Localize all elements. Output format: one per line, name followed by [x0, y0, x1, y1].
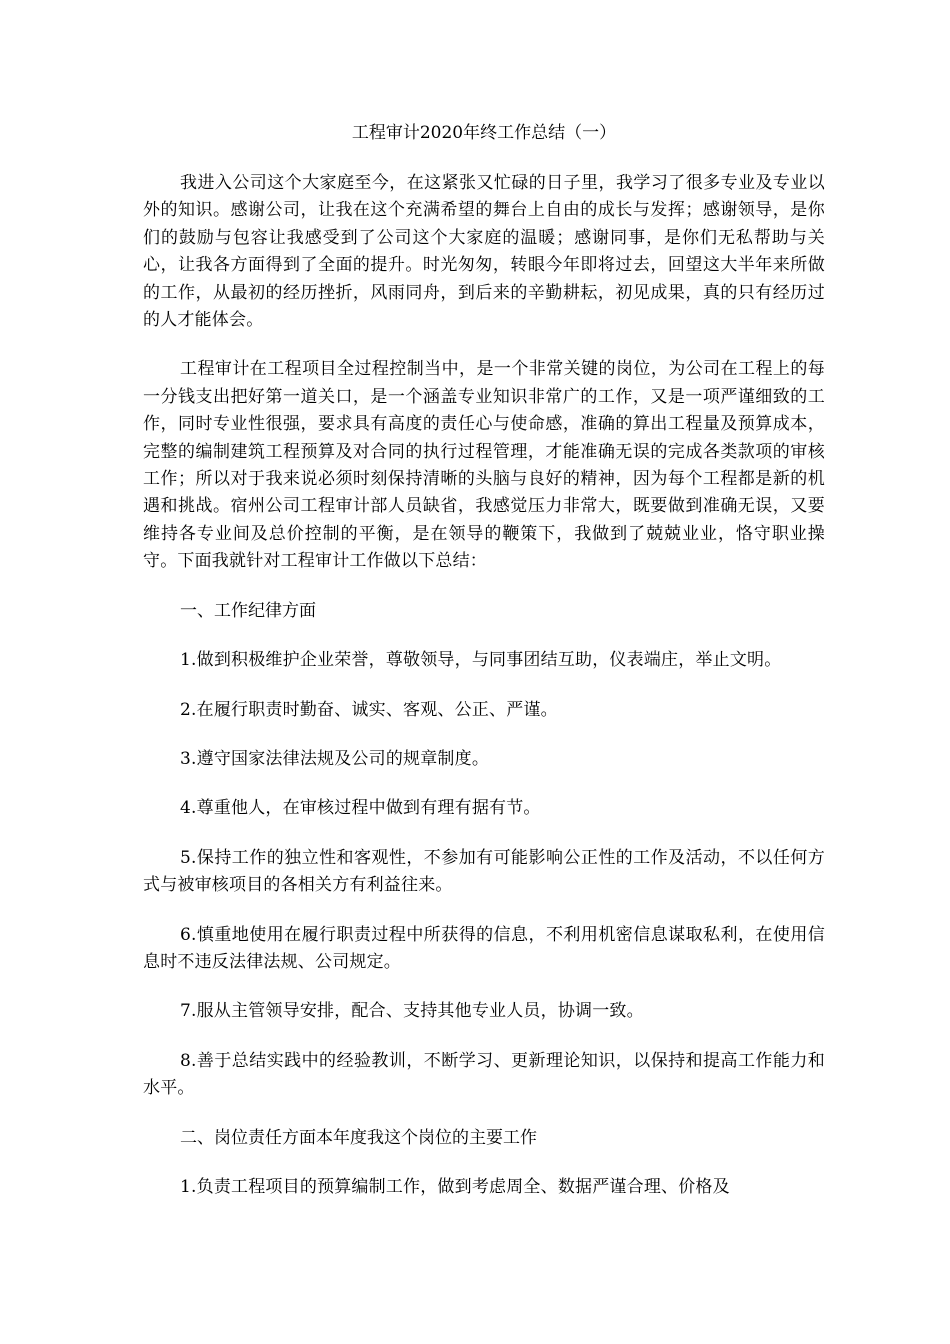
- section-2-heading: 二、岗位责任方面本年度我这个岗位的主要工作: [180, 1127, 537, 1148]
- section-2-item-1: 1.负责工程项目的预算编制工作，做到考虑周全、数据严谨合理、价格及: [180, 1176, 730, 1197]
- section-1-item-8: 8.善于总结实践中的经验教训，不断学习、更新理论知识，以保持和提高工作能力和水平。: [143, 1050, 825, 1099]
- intro-paragraph-1: 我进入公司这个大家庭至今，在这紧张又忙碌的日子里，我学习了很多专业及专业以外的知识。感谢公司，让我在这个充满希望的舞台上自由的成长与发挥；感谢领导，是你们的鼓励与包容让我感受到了公司这个大家庭的温暖；感谢同事，是你们无私帮助与关心，让我各方面得到了全面的提升。时光匆匆，转眼今年即将过去，回望这大半年来所做的工作，从最初的经历挫折，风雨同舟，到后来的辛勤耕耘，初见成果，真的只有经历过的人才能体会。: [143, 173, 825, 331]
- intro-paragraph-2: 工程审计在工程项目全过程控制当中，是一个非常关键的岗位，为公司在工程上的每一分钱支出把好第一道关口，是一个涵盖专业知识非常广的工作，又是一项严谨细致的工作，同时专业性很强，要求具有高度的责任心与使命感，准确的算出工程量及预算成本，完整的编制建筑工程预算及对合同的执行过程管理，才能准确无误的完成各类款项的审核工作；所以对于我来说必须时刻保持清晰的头脑与良好的精神，因为每个工程都是新的机遇和挑战。宿州公司工程审计部人员缺省，我感觉压力非常大，既要做到准确无误，又要维持各专业间及总价控制的平衡，是在领导的鞭策下，我做到了兢兢业业，恪守职业操守。下面我就针对工程审计工作做以下总结：: [143, 359, 825, 572]
- section-1-item-7: 7.服从主管领导安排，配合、支持其他专业人员，协调一致。: [180, 1001, 644, 1022]
- document-title: 工程审计2020年终工作总结（一）: [351, 123, 617, 143]
- section-1-item-4: 4.尊重他人，在审核过程中做到有理有据有节。: [180, 798, 541, 819]
- section-1-item-5: 5.保持工作的独立性和客观性，不参加有可能影响公正性的工作及活动，不以任何方式与被审核项目的各相关方有利益往来。: [143, 847, 825, 896]
- section-1-heading: 一、工作纪律方面: [180, 600, 316, 621]
- section-1-item-1: 1.做到积极维护企业荣誉，尊敬领导，与同事团结互助，仪表端庄，举止文明。: [180, 650, 782, 671]
- section-1-item-2: 2.在履行职责时勤奋、诚实、客观、公正、严谨。: [180, 699, 558, 720]
- section-1-item-3: 3.遵守国家法律法规及公司的规章制度。: [180, 748, 490, 769]
- section-1-item-6: 6.慎重地使用在履行职责过程中所获得的信息，不利用机密信息谋取私利，在使用信息时不违反法律法规、公司规定。: [143, 924, 825, 972]
- document-page: [143, 118, 825, 1223]
